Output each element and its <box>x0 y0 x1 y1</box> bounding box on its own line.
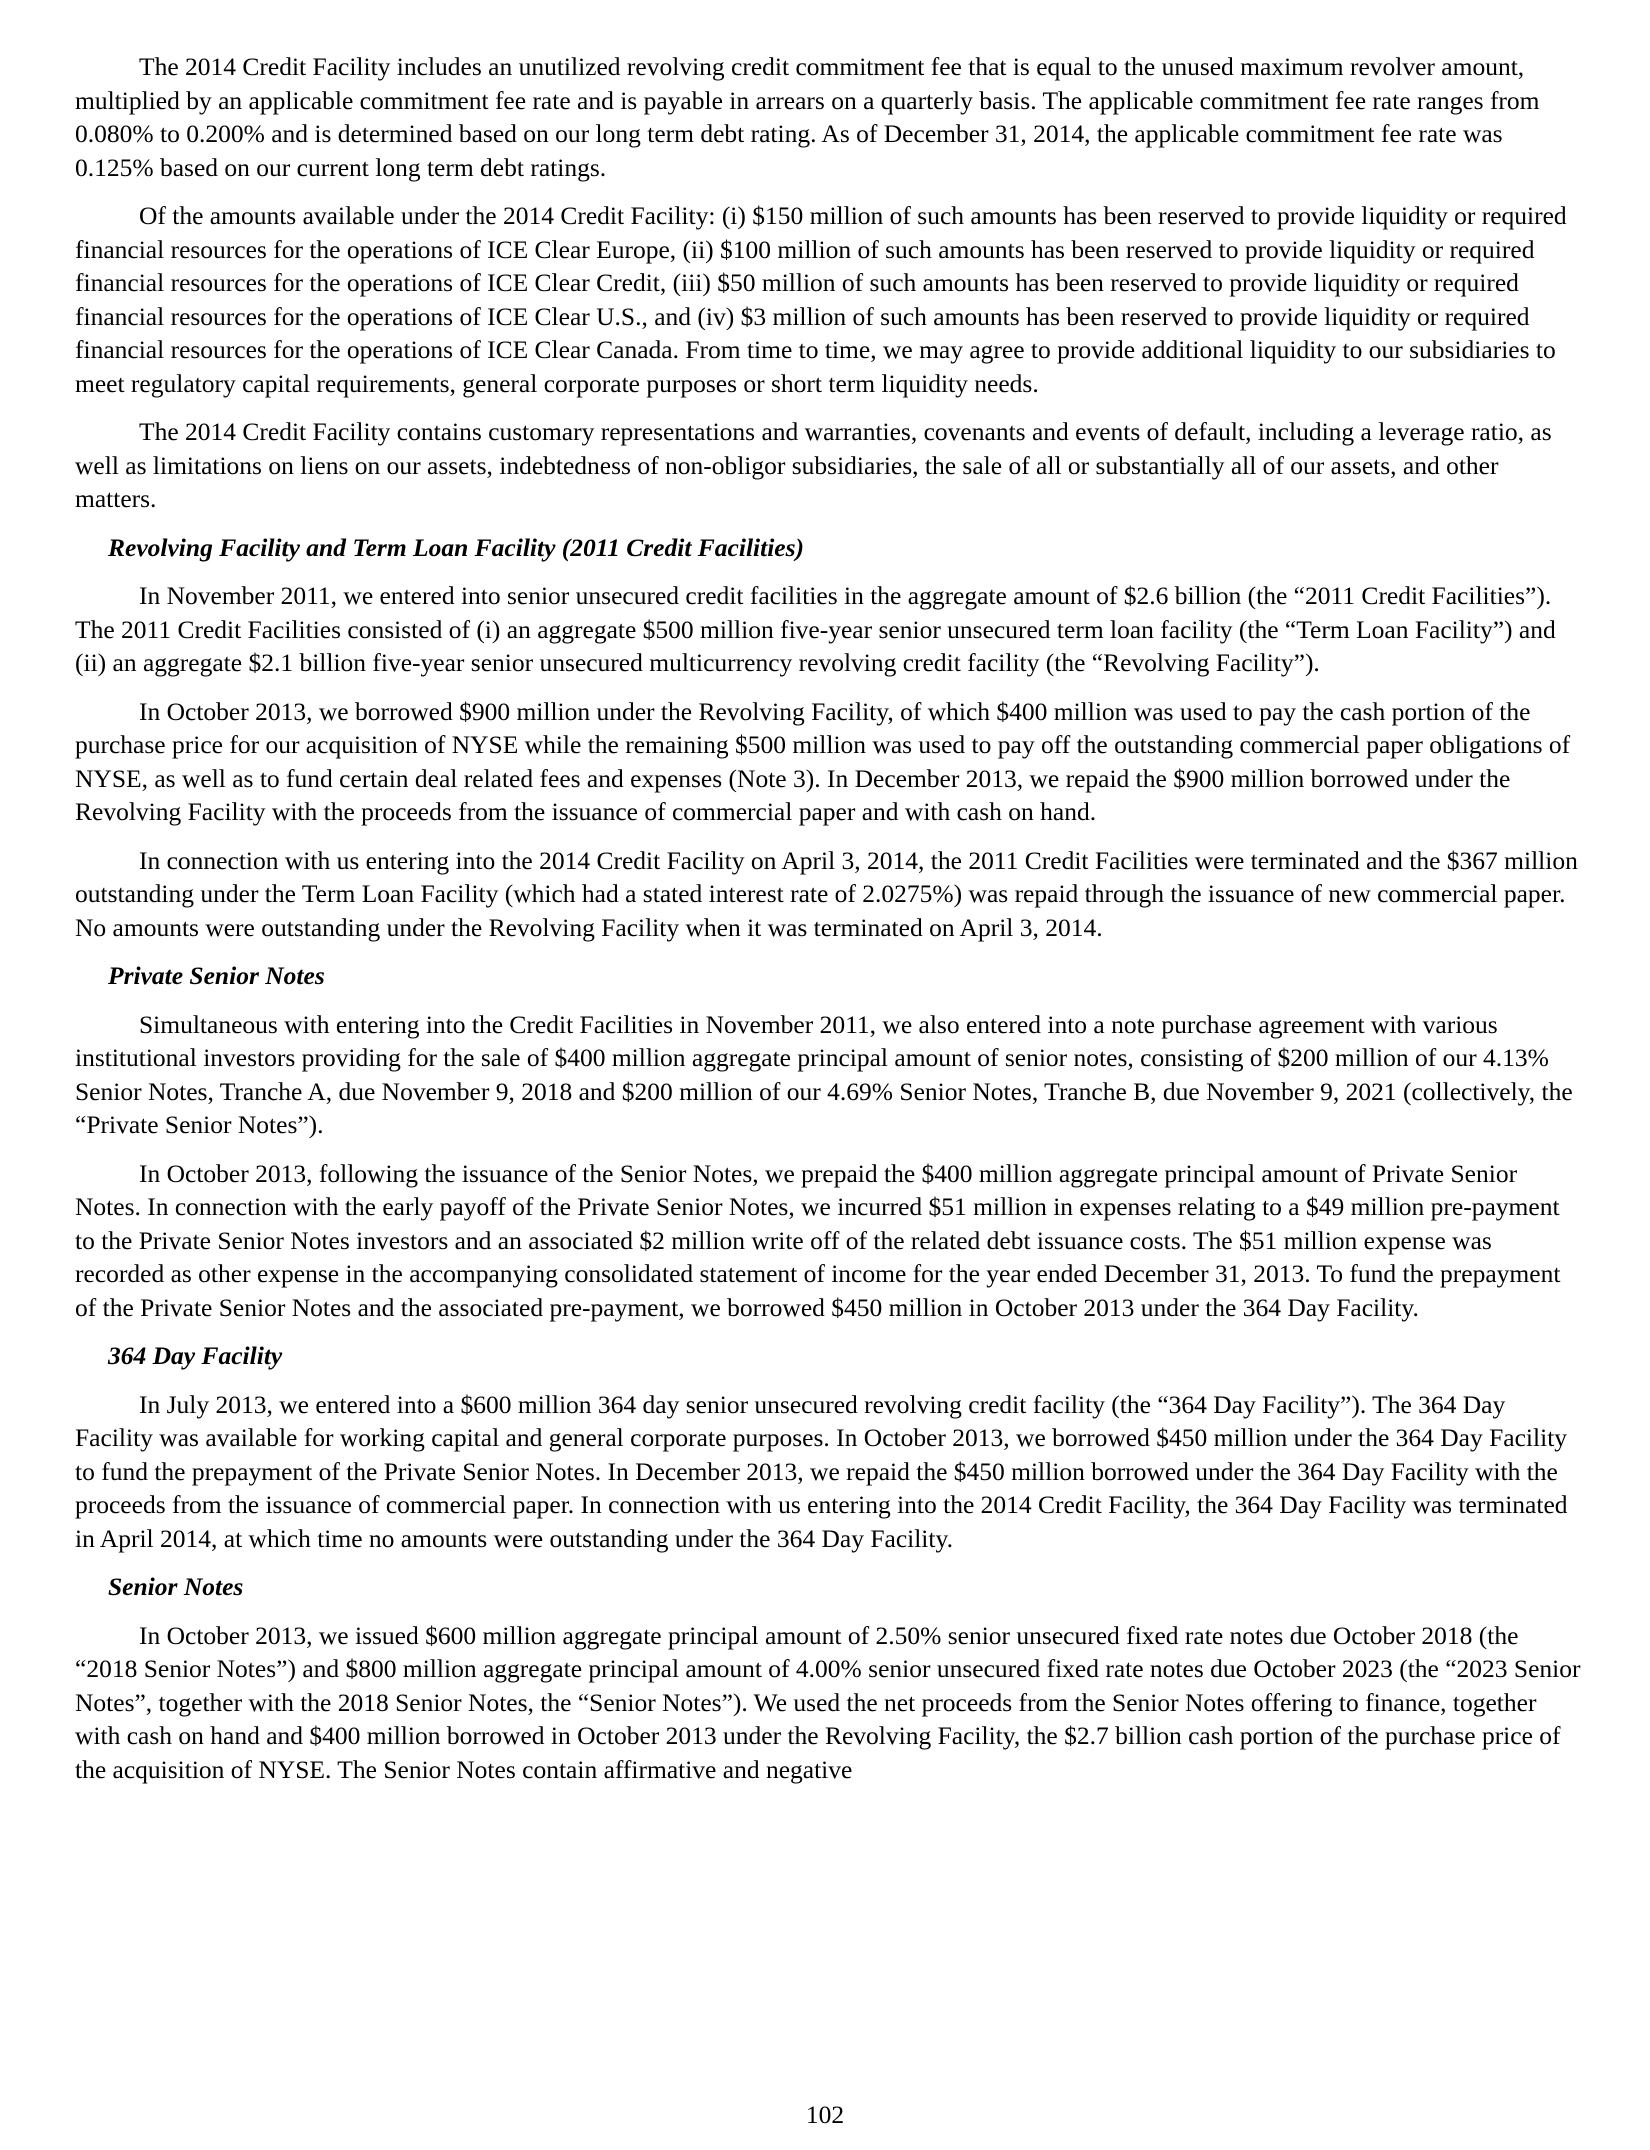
paragraph-commitment-fee: The 2014 Credit Facility includes an unutilized revolving credit commitment fee that is equal to the unused maximum revolver amount, multiplied by an applicable commitment fee rate and is payable in arrears on a quarterly basis. The applicable commitment fee rate ranges from 0.080% to 0.200% and is determined based on our long term debt rating. As of December 31, 2014, the applicable commitment fee rate was 0.125% based on our current long term debt ratings. <box>75 52 1540 182</box>
section-364-day-facility <box>75 1339 1585 1555</box>
section-2011-credit-facilities <box>75 531 1585 945</box>
section-heading: Revolving Facility and Term Loan Facility (2011 Credit Facilities) <box>108 532 805 562</box>
section-private-senior-notes <box>75 959 1585 1324</box>
paragraph: Simultaneous with entering into the Credit Facilities in November 2011, we also entered into a note purchase agreement with various institutional investors providing for the sale of $400 million aggregate principal amount of senior notes, consisting of $200 million of our 4.13% Senior Notes, Tranche A, due November 9, 2018 and $200 million of our 4.69% Senior Notes, Tranche B, due November 9, 2021 (collectively, the “Private Senior Notes”). <box>75 1009 1573 1139</box>
paragraph: In October 2013, following the issuance of the Senior Notes, we prepaid the $400 million aggregate principal amount of Private Senior Notes. In connection with the early payoff of the Private Senior Notes, we incurred $51 million in expenses relating to a $49 million pre-payment to the Private Senior Notes investors and an associated $2 million write off of the related debt issuance costs. The $51 million expense was recorded as other expense in the accompanying consolidated statement of income for the year ended December 31, 2013. To fund the prepayment of the Private Senior Notes and the associated pre-payment, we borrowed $450 million in October 2013 under the 364 Day Facility. <box>75 1158 1561 1322</box>
paragraph-covenants: The 2014 Credit Facility contains customary representations and warranties, covenants and events of default, including a leverage ratio, as well as limitations on liens on our assets, indebtedness of non-obligor subsidiaries, the sale of all or substantially all of our assets, and other matters. <box>75 417 1552 513</box>
paragraph: In connection with us entering into the 2014 Credit Facility on April 3, 2014, the 2011 Credit Facilities were terminated and the $367 million outstanding under the Term Loan Facility (which had a stated interest rate of 2.0275%) was repaid through the issuance of new commercial paper. No amounts were outstanding under the Revolving Facility when it was terminated on April 3, 2014. <box>75 845 1578 942</box>
document-page <box>75 50 1585 1801</box>
page-number: 102 <box>805 2100 845 2129</box>
paragraph: In July 2013, we entered into a $600 million 364 day senior unsecured revolving credit facility (the “364 Day Facility”). The 364 Day Facility was available for working capital and general corporate purposes. In October 2013, we borrowed $450 million under the 364 Day Facility to fund the prepayment of the Private Senior Notes. In December 2013, we repaid the $450 million borrowed under the 364 Day Facility with the proceeds from the issuance of commercial paper. In connection with us entering into the 2014 Credit Facility, the 364 Day Facility was terminated in April 2014, at which time no amounts were outstanding under the 364 Day Facility. <box>75 1389 1568 1553</box>
section-heading: 364 Day Facility <box>108 1341 283 1370</box>
section-heading: Private Senior Notes <box>108 961 325 990</box>
paragraph: In October 2013, we issued $600 million aggregate principal amount of 2.50% senior unsecured fixed rate notes due October 2018 (the “2018 Senior Notes”) and $800 million aggregate principal amount of 4.00% senior unsecured fixed rate notes due October 2023 (the “2023 Senior Notes”, together with the 2018 Senior Notes, the “Senior Notes”). We used the net proceeds from the Senior Notes offering to finance, together with cash on hand and $400 million borrowed in October 2013 under the Revolving Facility, the $2.7 billion cash portion of the purchase price of the acquisition of NYSE. The Senior Notes contain affirmative and negative <box>75 1620 1581 1784</box>
paragraph: In November 2011, we entered into senior unsecured credit facilities in the aggregate amount of $2.6 billion (the “2011 Credit Facilities”). The 2011 Credit Facilities consisted of (i) an aggregate $500 million five-year senior unsecured term loan facility (the “Term Loan Facility”) and (ii) an aggregate $2.1 billion five-year senior unsecured multicurrency revolving credit facility (the “Revolving Facility”). <box>75 581 1556 677</box>
section-senior-notes <box>75 1570 1585 1786</box>
paragraph-reserved-amounts: Of the amounts available under the 2014 Credit Facility: (i) $150 million of such amounts has been reserved to provide liquidity or required financial resources for the operations of ICE Clear Europe, (ii) $100 million of such amounts has been reserved to provide liquidity or required financial resources for the operations of ICE Clear Credit, (iii) $50 million of such amounts has been reserved to provide liquidity or required financial resources for the operations of ICE Clear U.S., and (iv) $3 million of such amounts has been reserved to provide liquidity or required financial resources for the operations of ICE Clear Canada. From time to time, we may agree to provide additional liquidity to our subsidiaries to meet regulatory capital requirements, general corporate purposes or short term liquidity needs. <box>75 201 1567 398</box>
section-heading: Senior Notes <box>108 1572 244 1601</box>
paragraph: In October 2013, we borrowed $900 million under the Revolving Facility, of which $400 million was used to pay the cash portion of the purchase price for our acquisition of NYSE while the remaining $500 million was used to pay off the outstanding commercial paper obligations of NYSE, as well as to fund certain deal related fees and expenses (Note 3). In December 2013, we repaid the $900 million borrowed under the Revolving Facility with the proceeds from the issuance of commercial paper and with cash on hand. <box>75 696 1571 826</box>
